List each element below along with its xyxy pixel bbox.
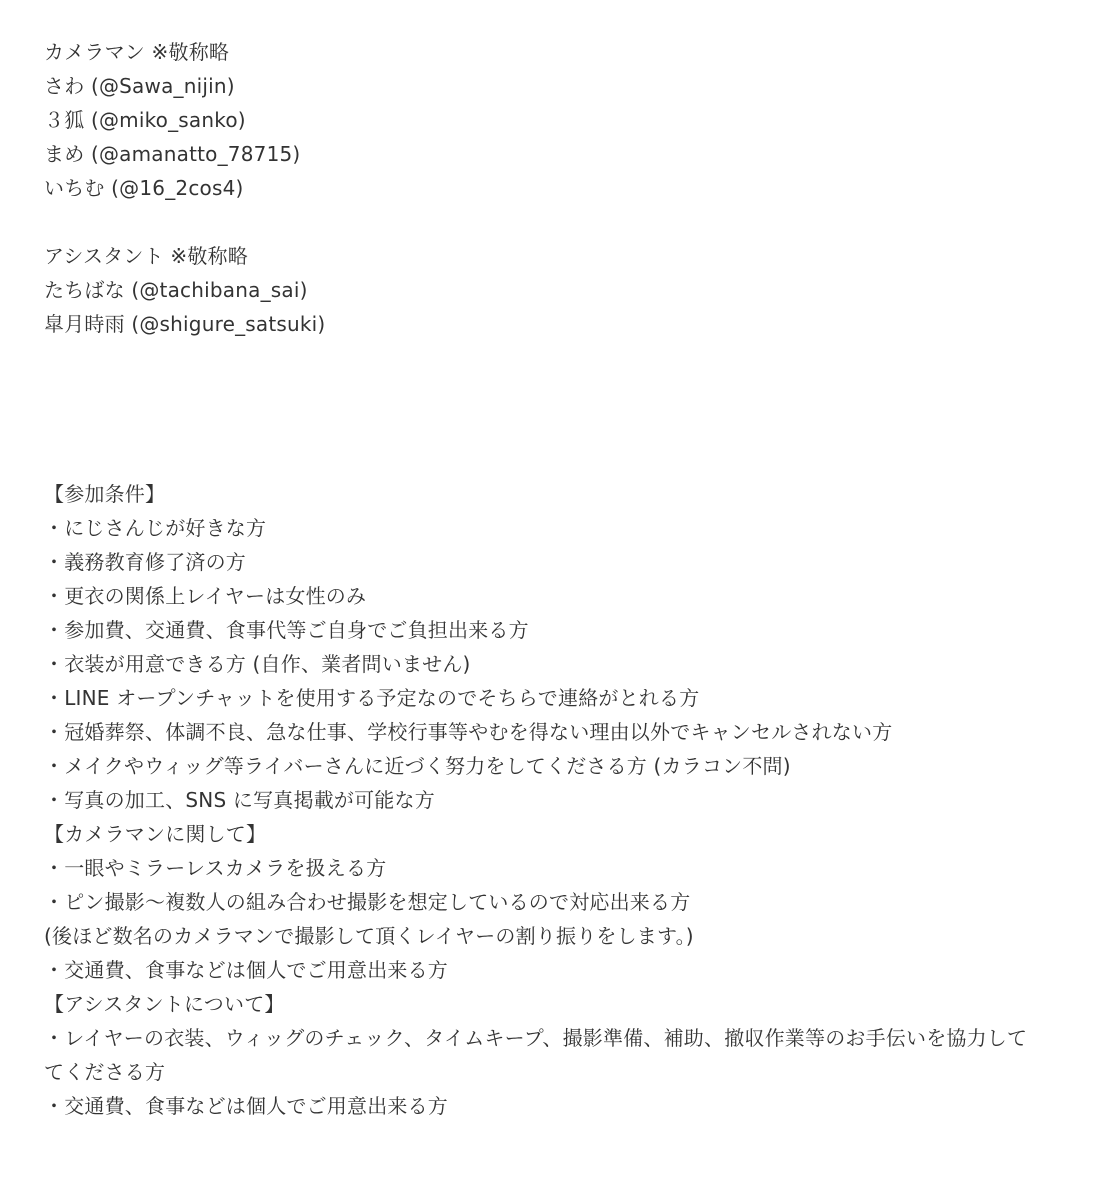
photographer-line: いちむ (@16_2cos4) (44, 176, 244, 200)
condition-line: ・冠婚葬祭、体調不良、急な仕事、学校行事等やむを得ない理由以外でキャンセルされない方 (44, 720, 893, 744)
condition-line: ・LINE オープンチャットを使用する予定なのでそちらで連絡がとれる方 (44, 686, 700, 710)
conditions-heading: 【参加条件】 (44, 482, 166, 506)
camera-notes-section (44, 817, 1074, 987)
camera-note-line: (後ほど数名のカメラマンで撮影して頂くレイヤーの割り振りをします。) (44, 924, 694, 948)
condition-line: ・メイクやウィッグ等ライバーさんに近づく努力をしてくださる方 (カラコン不問) (44, 754, 791, 778)
photographers-heading: カメラマン ※敬称略 (44, 40, 230, 64)
condition-line: ・義務教育修了済の方 (44, 550, 246, 574)
assistants-section (44, 239, 1074, 341)
condition-line: ・更衣の関係上レイヤーは女性のみ (44, 584, 367, 608)
assistant-notes-heading: 【アシスタントについて】 (44, 992, 285, 1016)
assistant-line: たちばな (@tachibana_sai) (44, 278, 308, 302)
assistant-note-line: ・レイヤーの衣装、ウィッグのチェック、タイムキープ、撮影準備、補助、撤収作業等のお手伝いを協力して (44, 1026, 1028, 1050)
assistant-note-line: ・交通費、食事などは個人でご用意出来る方 (44, 1094, 448, 1118)
photographer-line: さわ (@Sawa_nijin) (44, 74, 235, 98)
assistant-note-line: てくださる方 (44, 1060, 166, 1084)
document-body (44, 35, 1074, 1123)
condition-line: ・衣装が用意できる方 (自作、業者問いません) (44, 652, 471, 676)
spacer (44, 341, 1074, 477)
camera-note-line: ・ピン撮影〜複数人の組み合わせ撮影を想定しているので対応出来る方 (44, 890, 691, 914)
spacer (44, 205, 1074, 239)
condition-line: ・参加費、交通費、食事代等ご自身でご負担出来る方 (44, 618, 529, 642)
assistant-line: 皐月時雨 (@shigure_satsuki) (44, 312, 326, 336)
photographer-line: まめ (@amanatto_78715) (44, 142, 301, 166)
camera-note-line: ・一眼やミラーレスカメラを扱える方 (44, 856, 387, 880)
assistants-heading: アシスタント ※敬称略 (44, 244, 248, 268)
conditions-section (44, 477, 1074, 817)
condition-line: ・にじさんじが好きな方 (44, 516, 267, 540)
camera-note-line: ・交通費、食事などは個人でご用意出来る方 (44, 958, 448, 982)
photographers-section (44, 35, 1074, 205)
photographer-line: ３狐 (@miko_sanko) (44, 108, 246, 132)
camera-notes-heading: 【カメラマンに関して】 (44, 822, 267, 846)
assistant-notes-section (44, 987, 1074, 1123)
condition-line: ・写真の加工、SNS に写真掲載が可能な方 (44, 788, 435, 812)
